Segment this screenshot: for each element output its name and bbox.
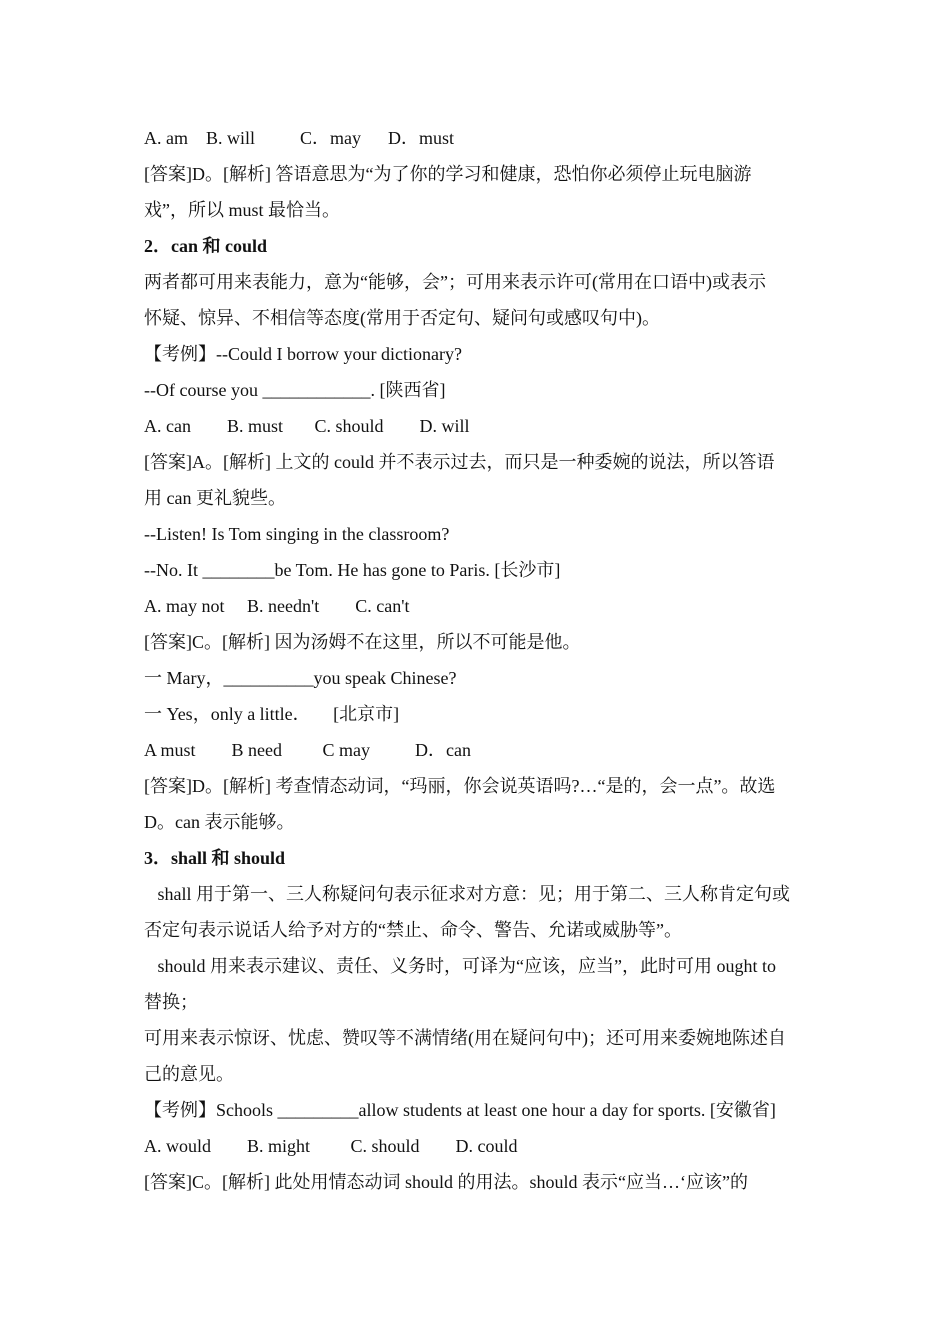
- text-line: 用 can 更礼貌些。: [144, 488, 286, 508]
- text-line: [答案]D。[解析] 考查情态动词，“玛丽，你会说英语吗?…“是的，会一点”。故选: [144, 776, 776, 796]
- text-line: A. can B. must C. should D. will: [144, 416, 470, 436]
- text-line: 可用来表示惊讶、忧虑、赞叹等不满情绪(用在疑问句中)；还可用来委婉地陈述自: [144, 1028, 786, 1048]
- section-heading: 3．shall 和 should: [144, 848, 286, 868]
- text-line: 两者都可用来表能力，意为“能够，会”；可用来表示许可(常用在口语中)或表示: [144, 272, 766, 292]
- text-line: 【考例】Schools _________allow students at least one hour a day for sports. [安徽省]: [144, 1100, 776, 1120]
- text-line: [答案]C。[解析] 此处用情态动词 should 的用法。should 表示“应当…‘应该”的: [144, 1172, 748, 1192]
- text-line: A. may not B. needn't C. can't: [144, 596, 410, 616]
- text-line: [答案]D。[解析] 答语意思为“为了你的学习和健康，恐怕你必须停止玩电脑游: [144, 164, 752, 184]
- text-line: 戏”，所以 must 最恰当。: [144, 200, 340, 220]
- text-line: A. am B. will C．may D．must: [144, 128, 454, 148]
- text-line: 【考例】--Could I borrow your dictionary?: [144, 344, 462, 364]
- text-line: 怀疑、惊异、不相信等态度(常用于否定句、疑问句或感叹句中)。: [144, 308, 660, 328]
- text-line: [答案]A。[解析] 上文的 could 并不表示过去，而只是一种委婉的说法，所以答语: [144, 452, 775, 472]
- text-line: 己的意见。: [144, 1064, 234, 1084]
- text-line: --No. It ________be Tom. He has gone to Paris. [长沙市]: [144, 560, 561, 580]
- text-line: 一 Mary，__________you speak Chinese?: [144, 668, 457, 688]
- text-line: A must B need C may D．can: [144, 740, 471, 760]
- text-line: 一 Yes，only a little． [北京市]: [144, 704, 400, 724]
- text-line: D。can 表示能够。: [144, 812, 295, 832]
- text-line: 替换；: [144, 992, 198, 1012]
- text-line: A. would B. might C. should D. could: [144, 1136, 518, 1156]
- text-line: --Of course you ____________. [陕西省]: [144, 380, 446, 400]
- section-heading: 2．can 和 could: [144, 236, 268, 256]
- text-line: shall 用于第一、三人称疑问句表示征求对方意：见；用于第二、三人称肯定句或: [144, 884, 790, 904]
- text-line: --Listen! Is Tom singing in the classroom?: [144, 524, 450, 544]
- text-line: should 用来表示建议、责任、义务时，可译为“应该，应当”，此时可用 ought to: [144, 956, 776, 976]
- text-line: 否定句表示说话人给予对方的“禁止、命令、警告、允诺或威胁等”。: [144, 920, 682, 940]
- document-body: [144, 120, 808, 1200]
- text-line: [答案]C。[解析] 因为汤姆不在这里，所以不可能是他。: [144, 632, 581, 652]
